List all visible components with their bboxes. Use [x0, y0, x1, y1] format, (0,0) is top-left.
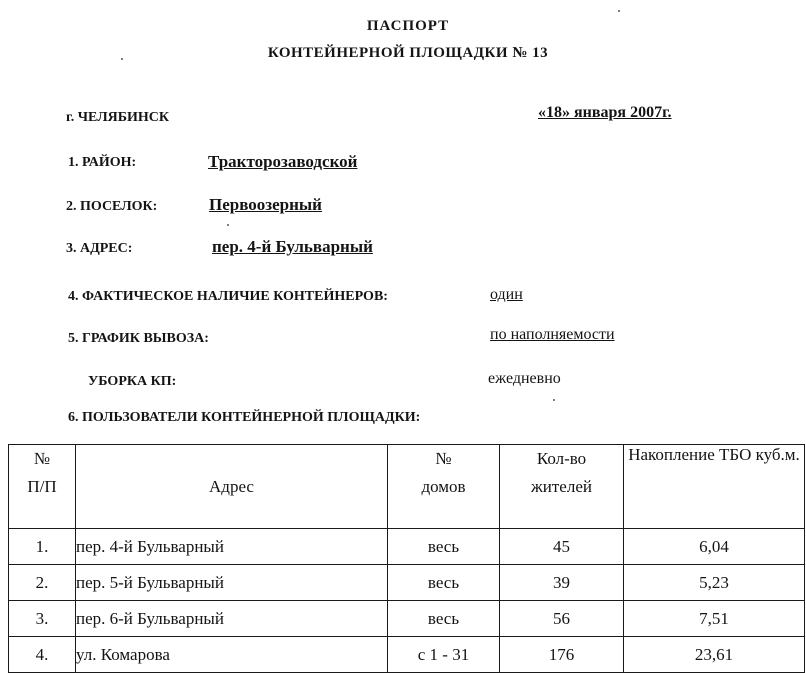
cell-residents: 39: [500, 565, 624, 601]
cell-num: 1.: [9, 529, 76, 565]
cell-houses: весь: [388, 529, 500, 565]
cell-residents: 45: [500, 529, 624, 565]
field-label-address: 3. АДРЕС:: [66, 241, 133, 256]
header-residents-line2: жителей: [531, 477, 592, 496]
cell-accumulation: 5,23: [624, 565, 805, 601]
field-value-district: Тракторозаводской: [208, 152, 358, 171]
table-row: [9, 529, 805, 565]
cell-address: пер. 5-й Бульварный: [76, 565, 388, 601]
cell-accumulation: 6,04: [624, 529, 805, 565]
header-num-line2: П/П: [27, 477, 57, 496]
scan-speck: [227, 224, 229, 226]
header-num: [9, 445, 76, 529]
field-value-schedule: по наполняемости: [490, 326, 615, 343]
cell-houses: с 1 - 31: [388, 637, 500, 673]
table-row: [9, 637, 805, 673]
document-date: «18» января 2007г.: [538, 104, 672, 121]
cell-num: 3.: [9, 601, 76, 637]
field-value-containers: один: [490, 286, 523, 303]
header-houses: [388, 445, 500, 529]
scan-speck: [121, 58, 123, 60]
cell-address: ул. Комарова: [76, 637, 388, 673]
document-title: ПАСПОРТ: [366, 18, 450, 34]
field-label-cleaning: УБОРКА КП:: [88, 374, 177, 389]
header-accumulation: Накопление ТБО куб.м.: [624, 445, 805, 529]
scan-speck: [553, 399, 555, 401]
cell-num: 2.: [9, 565, 76, 601]
document-subtitle: КОНТЕЙНЕРНОЙ ПЛОЩАДКИ № 13: [267, 45, 549, 61]
scan-speck: [618, 10, 620, 12]
field-label-district: 1. РАЙОН:: [68, 155, 137, 170]
cell-address: пер. 6-й Бульварный: [76, 601, 388, 637]
field-value-address: пер. 4-й Бульварный: [212, 237, 373, 256]
table-row: [9, 601, 805, 637]
cell-address: пер. 4-й Бульварный: [76, 529, 388, 565]
field-label-schedule: 5. ГРАФИК ВЫВОЗА:: [68, 331, 209, 346]
field-label-containers: 4. ФАКТИЧЕСКОЕ НАЛИЧИЕ КОНТЕЙНЕРОВ:: [68, 289, 388, 304]
header-residents: [500, 445, 624, 529]
field-value-settlement: Первоозерный: [209, 195, 322, 214]
table-row: [9, 565, 805, 601]
users-table: [8, 444, 805, 673]
cell-houses: весь: [388, 565, 500, 601]
cell-accumulation: 7,51: [624, 601, 805, 637]
field-label-settlement: 2. ПОСЕЛОК:: [66, 199, 158, 214]
cell-houses: весь: [388, 601, 500, 637]
cell-residents: 56: [500, 601, 624, 637]
cell-accumulation: 23,61: [624, 637, 805, 673]
table-header-row: [9, 445, 805, 529]
header-houses-line1: №: [435, 449, 452, 468]
section-users-heading: 6. ПОЛЬЗОВАТЕЛИ КОНТЕЙНЕРНОЙ ПЛОЩАДКИ:: [68, 410, 421, 425]
cell-num: 4.: [9, 637, 76, 673]
cell-residents: 176: [500, 637, 624, 673]
header-houses-line2: домов: [421, 477, 466, 496]
header-residents-line1: Кол-во: [536, 449, 587, 468]
header-num-line1: №: [33, 449, 51, 468]
city-label: г. ЧЕЛЯБИНСК: [66, 110, 170, 125]
field-value-cleaning: ежедневно: [488, 370, 561, 387]
header-address: Адрес: [76, 445, 388, 529]
